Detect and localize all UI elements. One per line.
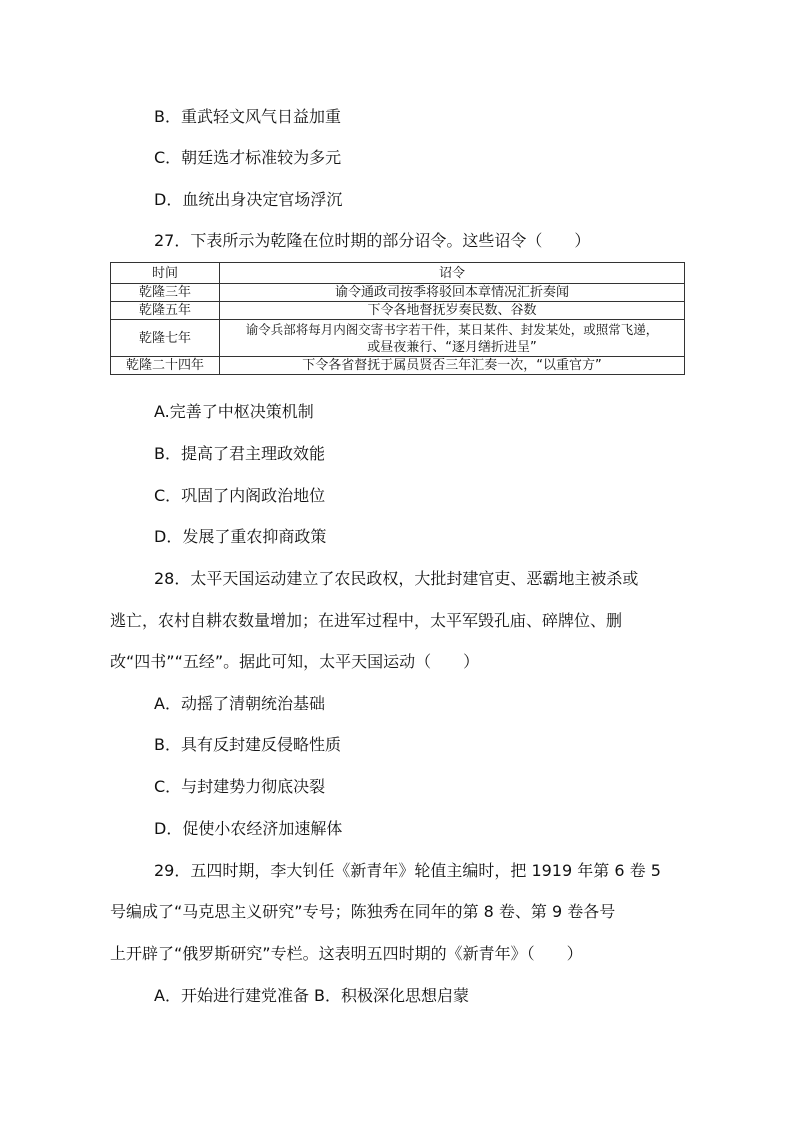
q28-option-d: D．促使小农经济加速解体 <box>154 819 343 838</box>
table-cell-time: 乾隆七年 <box>111 320 220 357</box>
q28-stem-line: 改“四书”“五经”。据此可知，太平天国运动（ ） <box>110 652 480 671</box>
q29-stem-line: 29．五四时期，李大钊任《新青年》轮值主编时，把 1919 年第 6 卷 5 <box>154 861 661 880</box>
q26-option-c: C．朝廷选才标准较为多元 <box>154 148 342 167</box>
q29-stem-line: 上开辟了“俄罗斯研究”专栏。这表明五四时期的《新青年》（ ） <box>110 944 583 963</box>
table-cell-decree <box>220 320 685 357</box>
table-header-row <box>111 263 685 284</box>
q27-stem: 27．下表所示为乾隆在位时期的部分诏令。这些诏令（ ） <box>154 231 591 250</box>
table-row <box>111 357 685 375</box>
table-cell-decree: 下令各省督抚于属员贤否三年汇奏一次，“以重官方” <box>220 357 685 375</box>
table-cell-time: 乾隆三年 <box>111 284 220 302</box>
q28-stem-line: 28．太平天国运动建立了农民政权，大批封建官吏、恶霸地主被杀或 <box>154 569 639 588</box>
table-row <box>111 320 685 357</box>
q27-option-a: A.完善了中枢决策机制 <box>154 402 314 421</box>
table-row <box>111 302 685 320</box>
table-header-decree: 诏令 <box>220 263 685 284</box>
table-cell-time: 乾隆五年 <box>111 302 220 320</box>
decree-table <box>110 262 685 375</box>
q28-option-b: B．具有反封建反侵略性质 <box>154 735 341 754</box>
q29-stem-line: 号编成了“马克思主义研究”专号；陈独秀在同年的第 8 卷、第 9 卷各号 <box>110 902 616 921</box>
q28-option-a: A．动摇了清朝统治基础 <box>154 694 325 713</box>
table-cell-decree: 谕令通政司按季将驳回本章情况汇折奏闻 <box>220 284 685 302</box>
table-cell-decree: 下令各地督抚岁奏民数、谷数 <box>220 302 685 320</box>
q28-stem-line: 逃亡，农村自耕农数量增加；在进军过程中，太平军毁孔庙、碎牌位、删 <box>110 611 623 630</box>
table-cell-time: 乾隆二十四年 <box>111 357 220 375</box>
table-row <box>111 284 685 302</box>
q26-option-d: D．血统出身决定官场浮沉 <box>154 190 343 209</box>
q26-option-b: B．重武轻文风气日益加重 <box>154 107 341 126</box>
q27-option-c: C．巩固了内阁政治地位 <box>154 486 326 505</box>
q29-options-ab: A．开始进行建党准备 B．积极深化思想启蒙 <box>154 986 470 1005</box>
table-header-time: 时间 <box>111 263 220 284</box>
q28-option-c: C．与封建势力彻底决裂 <box>154 777 326 796</box>
q27-option-d: D．发展了重农抑商政策 <box>154 527 327 546</box>
decree-line: 或昼夜兼行、“逐月缮折进呈” <box>367 339 537 355</box>
q27-option-b: B．提高了君主理政效能 <box>154 444 325 463</box>
decree-line: 谕令兵部将每月内阁交寄书字若干件，某日某件、封发某处，或照常飞递， <box>245 321 659 337</box>
